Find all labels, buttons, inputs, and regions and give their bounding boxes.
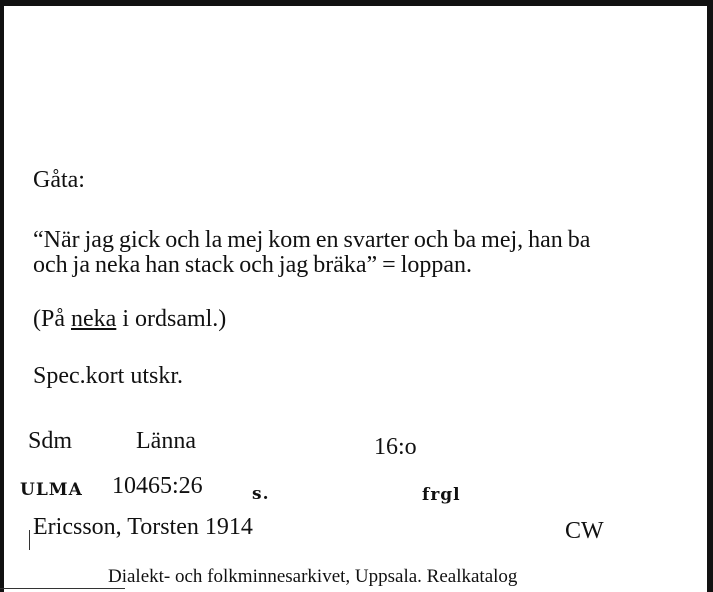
note-suffix: i ordsaml.) [116, 306, 227, 332]
right-border [707, 0, 713, 592]
region: Sdm [28, 428, 73, 454]
riddle-line-1: “När jag gick och la mej kom en svarter och ba mej, han ba [33, 227, 591, 253]
ordsaml-note [33, 306, 226, 332]
mark-s: s. [252, 484, 270, 504]
category: frgl [422, 485, 461, 505]
collector: Ericsson, Torsten 1914 [33, 514, 253, 540]
top-border [0, 0, 713, 6]
card-heading: Gåta: [33, 167, 85, 193]
footer-text: Dialekt- och folkminnesarkivet, Uppsala. Realkatalog [108, 566, 518, 587]
record-number: 10465:26 [112, 473, 203, 499]
riddle-text [33, 228, 693, 278]
archive-code: 16:o [374, 434, 417, 460]
parish: Länna [136, 428, 196, 454]
archive-label: ULMA [20, 480, 83, 500]
spec-note: Spec.kort utskr. [33, 363, 183, 389]
riddle-line-2: och ja neka han stack och jag bräka” = loppan. [33, 252, 473, 278]
left-border [0, 0, 4, 592]
note-underlined-word: neka [71, 306, 117, 332]
note-prefix: (På [33, 306, 71, 332]
initials: CW [565, 518, 604, 544]
bottom-edge-line [0, 588, 125, 589]
inner-left-line [29, 530, 30, 550]
